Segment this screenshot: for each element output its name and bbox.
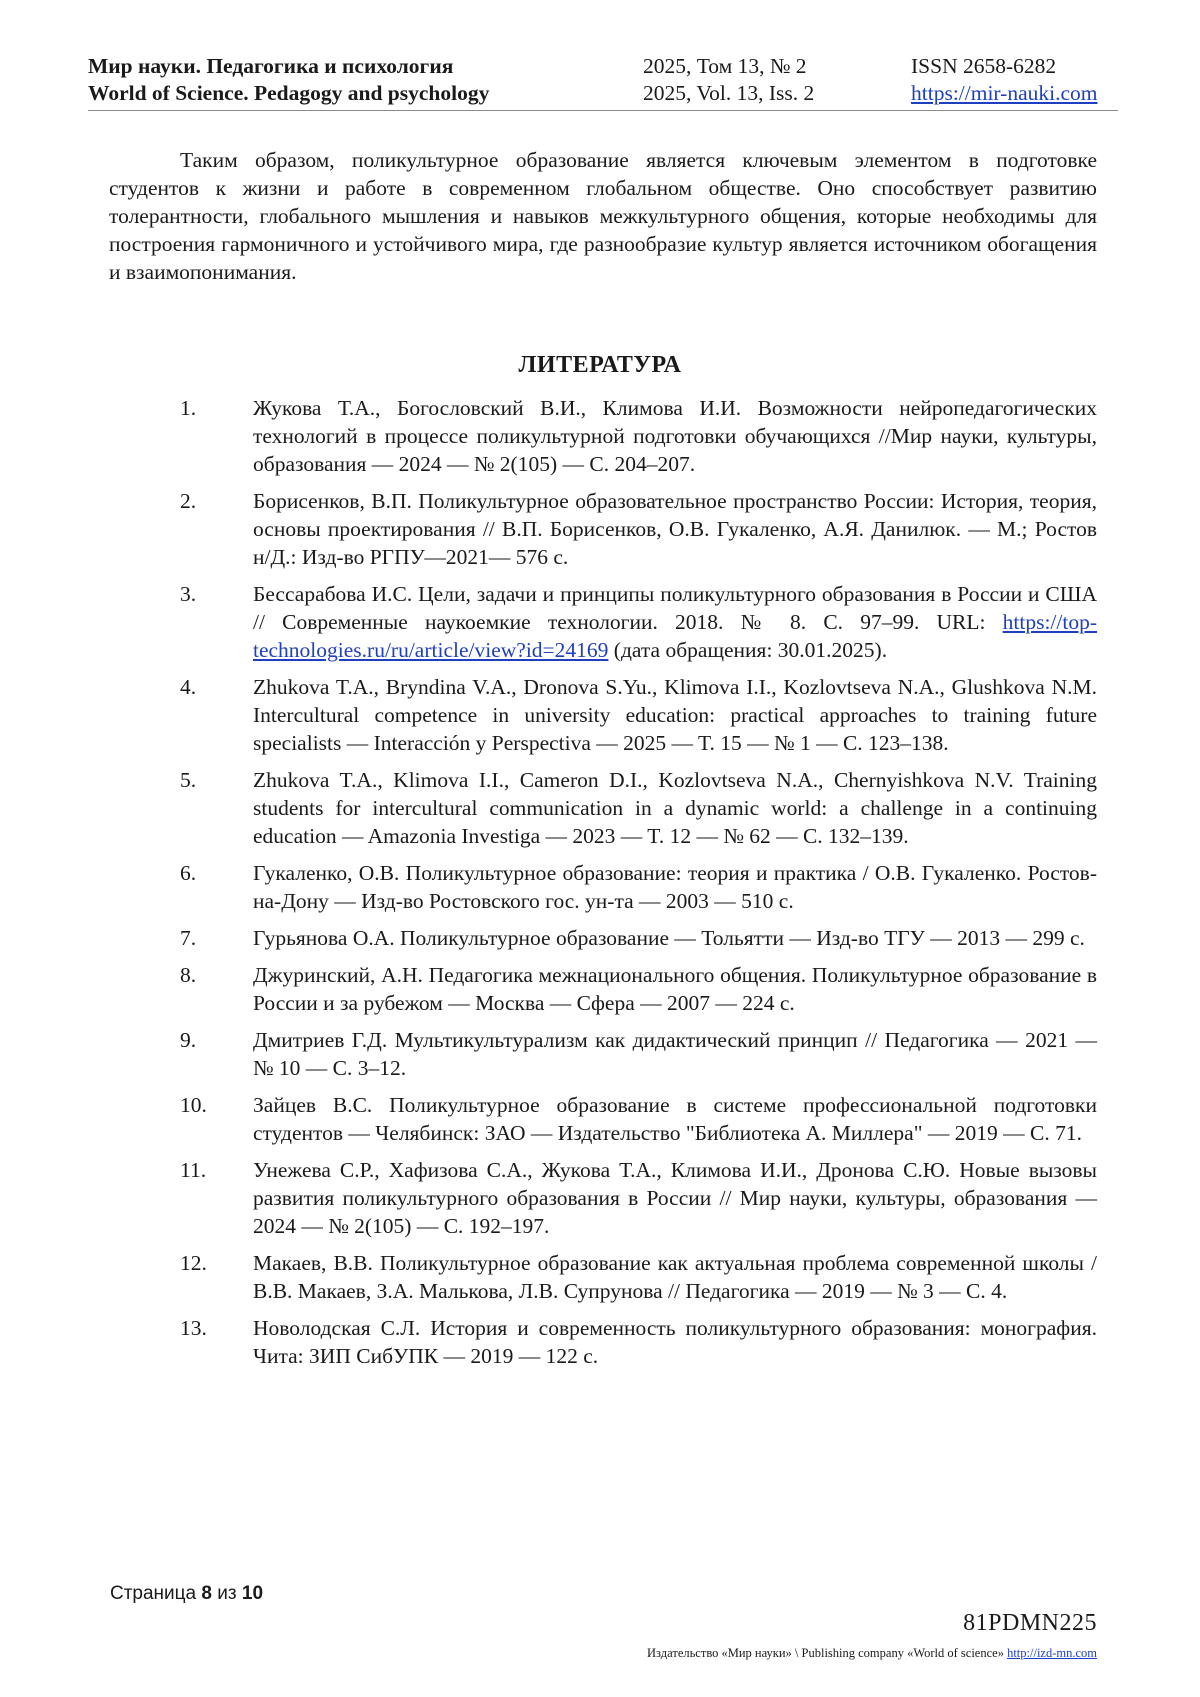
reference-body: Джуринский, А.Н. Педагогика межнационального общения. Поликультурное образование в России и за рубежом — Москва — Сфера — 2007 — 224 с. bbox=[253, 963, 1097, 1015]
header-row-en bbox=[88, 80, 1118, 107]
reference-text bbox=[253, 926, 1085, 950]
reference-number: 9. bbox=[180, 1028, 197, 1052]
reference-body: Гукаленко, О.В. Поликультурное образование: теория и практика / О.В. Гукаленко. Ростов-на-Дону — Изд-во Ростовского гос. ун-та — 2003 — 510 с. bbox=[253, 861, 1097, 913]
reference-number: 11. bbox=[180, 1158, 207, 1182]
reference-body: Борисенков, В.П. Поликультурное образовательное пространство России: История, теория, основы проектирования // В.П. Борисенков, О.В. Гукаленко, А.Я. Данилюк. — М.; Ростов н/Д.: Изд-во РГПУ—2021— 576 с. bbox=[253, 489, 1097, 569]
page-word: Страница bbox=[110, 1583, 197, 1604]
reference-text bbox=[253, 1093, 1097, 1145]
reference-item bbox=[180, 961, 1097, 1017]
reference-body: Гурьянова О.А. Поликультурное образование — Тольятти — Изд-во ТГУ — 2013 — 299 с. bbox=[253, 926, 1085, 950]
references-heading: ЛИТЕРАТУРА bbox=[518, 352, 682, 378]
reference-text bbox=[253, 582, 1097, 662]
journal-header bbox=[88, 52, 1118, 111]
reference-text bbox=[253, 768, 1097, 848]
reference-item bbox=[180, 1091, 1097, 1147]
reference-body: Унежева С.Р., Хафизова С.А., Жукова Т.А., Климова И.И., Дронова С.Ю. Новые вызовы развития поликультурного образования в России // Мир науки, культуры, образования — 2024 — № 2(105) — С. 192–197. bbox=[253, 1158, 1097, 1238]
reference-item bbox=[180, 487, 1097, 571]
journal-url-link[interactable]: https://mir-nauki.com bbox=[911, 81, 1098, 105]
publisher-text: Издательство «Мир науки» \ Publishing company «World of science» bbox=[647, 1646, 1004, 1660]
reference-text bbox=[253, 963, 1097, 1015]
reference-item bbox=[180, 859, 1097, 915]
reference-item bbox=[180, 580, 1097, 664]
journal-title-en: World of Science. Pedagogy and psychology bbox=[88, 81, 490, 105]
reference-list bbox=[180, 394, 1097, 1370]
reference-access-date: (дата обращения: 30.01.2025). bbox=[613, 638, 888, 662]
reference-item bbox=[180, 1026, 1097, 1082]
conclusion-paragraph: Таким образом, поликультурное образование является ключевым элементом в подготовке студентов к жизни и работе в современном глобальном обществе. Оно способствует развитию толерантности, глобального мышления и навыков межкультурного общения, которые необходимы для построения гармоничного и устойчивого мира, где разнообразие культур является источником обогащения и взаимопонимания. bbox=[109, 148, 1097, 284]
journal-title-ru: Мир науки. Педагогика и психология bbox=[88, 54, 454, 78]
header-row-ru bbox=[88, 53, 1118, 80]
page-of: из bbox=[217, 1583, 237, 1604]
reference-number: 5. bbox=[180, 768, 197, 792]
reference-number: 13. bbox=[180, 1316, 207, 1340]
reference-body: Бессарабова И.С. Цели, задачи и принципы поликультурного образования в России и США // Современные наукоемкие технологии. 2018. № 8. С. 97–99. URL: bbox=[253, 582, 1097, 634]
issue-info-en: 2025, Vol. 13, Iss. 2 bbox=[643, 81, 815, 105]
publisher-link[interactable]: http://izd-mn.com bbox=[1007, 1646, 1097, 1660]
reference-body: Новолодская С.Л. История и современность поликультурного образования: монография. Чита: ЗИП СибУПК — 2019 — 122 с. bbox=[253, 1316, 1097, 1368]
issue-info-ru: 2025, Том 13, № 2 bbox=[643, 54, 807, 78]
article-code: 81PDMN225 bbox=[963, 1610, 1097, 1636]
reference-text bbox=[253, 675, 1097, 755]
reference-item bbox=[180, 1249, 1097, 1305]
reference-item bbox=[180, 1156, 1097, 1240]
reference-number: 3. bbox=[180, 582, 197, 606]
reference-body: Макаев, В.В. Поликультурное образование как актуальная проблема современной школы / В.В. Макаев, З.А. Малькова, Л.В. Супрунова // Педагогика — 2019 — № 3 — С. 4. bbox=[253, 1251, 1097, 1303]
reference-text bbox=[253, 489, 1097, 569]
page-current: 8 bbox=[201, 1583, 212, 1604]
reference-item bbox=[180, 394, 1097, 478]
reference-item bbox=[180, 766, 1097, 850]
issn: ISSN 2658-6282 bbox=[911, 54, 1057, 78]
reference-body: Жукова Т.А., Богословский В.И., Климова И.И. Возможности нейропедагогических технологий в процессе поликультурной подготовки обучающихся //Мир науки, культуры, образования — 2024 — № 2(105) — С. 204–207. bbox=[253, 396, 1097, 476]
page-total: 10 bbox=[241, 1583, 264, 1604]
reference-text bbox=[253, 1158, 1097, 1238]
reference-item bbox=[180, 924, 1097, 952]
reference-number: 8. bbox=[180, 963, 197, 987]
reference-number: 1. bbox=[180, 396, 197, 420]
reference-text bbox=[253, 396, 1097, 476]
reference-number: 2. bbox=[180, 489, 197, 513]
reference-number: 4. bbox=[180, 675, 197, 699]
reference-text bbox=[253, 1251, 1097, 1303]
reference-body: Zhukova T.A., Bryndina V.A., Dronova S.Yu., Klimova I.I., Kozlovtseva N.A., Glushkova N.M. Intercultural competence in university education: practical approaches to training future specialists — Interacción y Perspectiva — 2025 — T. 15 — № 1 — С. 123–138. bbox=[253, 675, 1097, 755]
reference-url-link[interactable]: https://top-technologies.ru/ru/article/view?id=24169 bbox=[253, 610, 1098, 662]
reference-text bbox=[253, 1316, 1097, 1368]
page-number bbox=[110, 1583, 263, 1605]
reference-text bbox=[253, 861, 1097, 913]
reference-body: Zhukova T.A., Klimova I.I., Cameron D.I., Kozlovtseva N.A., Chernyishkova N.V. Training students for intercultural communication in a dynamic world: a challenge in a continuing education — Amazonia Investiga — 2023 — T. 12 — № 62 — С. 132–139. bbox=[253, 768, 1097, 848]
publisher-line bbox=[647, 1646, 1097, 1661]
reference-number: 12. bbox=[180, 1251, 207, 1275]
reference-body: Зайцев В.С. Поликультурное образование в системе профессиональной подготовки студентов — Челябинск: ЗАО — Издательство "Библиотека А. Миллера" — 2019 — С. 71. bbox=[253, 1093, 1097, 1145]
reference-number: 7. bbox=[180, 926, 197, 950]
reference-item bbox=[180, 1314, 1097, 1370]
reference-number: 6. bbox=[180, 861, 197, 885]
reference-text bbox=[253, 1028, 1097, 1080]
reference-number: 10. bbox=[180, 1093, 207, 1117]
reference-body: Дмитриев Г.Д. Мультикультурализм как дидактический принцип // Педагогика — 2021 — № 10 — С. 3–12. bbox=[253, 1028, 1097, 1080]
reference-item bbox=[180, 673, 1097, 757]
